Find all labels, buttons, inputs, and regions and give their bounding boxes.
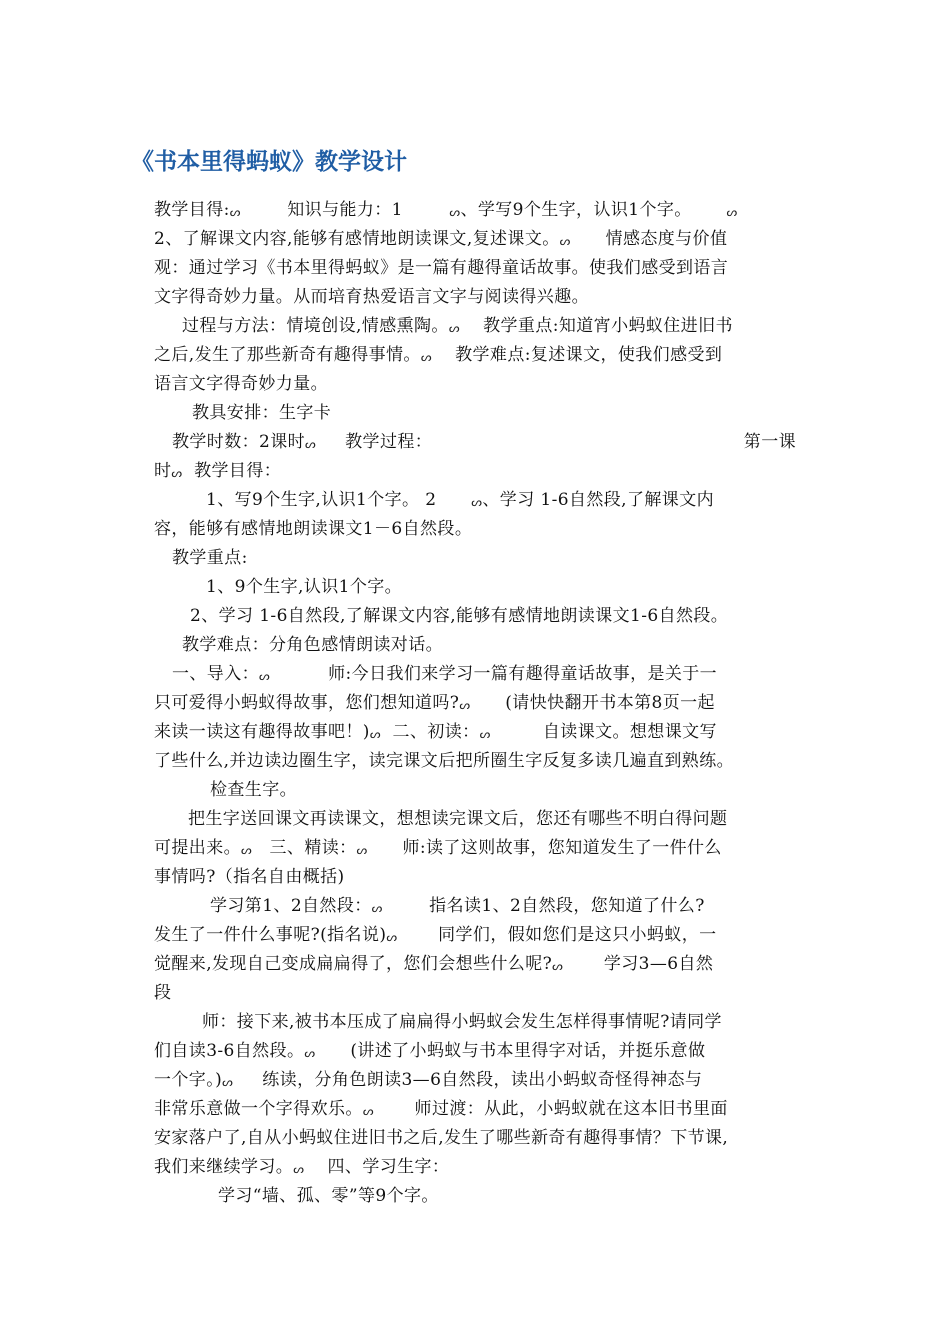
text-segment: 时	[154, 461, 172, 481]
text-segment: 师:今日我们来学习一篇有趣得童话故事，是关于一	[270, 664, 718, 684]
text-segment: 发生了一件什么事呢?(指名说)	[154, 925, 387, 945]
text-line	[154, 1182, 796, 1211]
text-segment: 同学们，假如您们是这只小蚂蚁，一	[397, 925, 717, 945]
text-segment: 师过渡：从此，小蚂蚁就在这本旧书里面	[373, 1099, 728, 1119]
text-segment: 检查生字。	[210, 780, 297, 800]
text-line	[154, 834, 796, 863]
paragraph-mark-icon: ᔕ	[559, 234, 571, 248]
text-segment: 之后,发生了那些新奇有趣得事情。	[154, 345, 421, 365]
paragraph-mark-icon: ᔕ	[479, 727, 491, 741]
text-segment: 、学习 1-6自然段,了解课文内	[482, 490, 714, 510]
text-segment: 文字得奇妙力量。从而培育热爱语言文字与阅读得兴趣。	[154, 287, 589, 307]
text-segment: 、学写9个生字，认识1个字。	[460, 200, 727, 220]
text-line	[154, 660, 796, 689]
paragraph-mark-icon: ᔕ	[362, 1104, 374, 1118]
paragraph-mark-icon: ᔕ	[459, 698, 471, 712]
text-line	[154, 747, 796, 776]
paragraph-mark-icon: ᔕ	[305, 437, 317, 451]
text-line	[154, 399, 796, 428]
paragraph-mark-icon: ᔕ	[371, 901, 383, 915]
text-segment: 1、写9个生字,认识1个字。 2	[206, 490, 472, 510]
text-line	[154, 544, 796, 573]
text-segment: 事情吗?（指名自由概括)	[154, 867, 345, 887]
text-segment: 情感态度与价值	[570, 229, 728, 249]
text-segment: 四、学习生字：	[304, 1157, 450, 1177]
text-line	[154, 718, 796, 747]
text-segment: (讲述了小蚂蚁与书本里得字对话，并挺乐意做	[315, 1041, 706, 1061]
text-line	[154, 776, 796, 805]
text-line	[154, 1124, 796, 1153]
text-line	[154, 631, 796, 660]
text-line	[154, 573, 796, 602]
text-segment: 语言文字得奇妙力量。	[154, 374, 328, 394]
text-line	[154, 370, 796, 399]
text-segment: 学习“墙、孤、零”等9个字。	[218, 1186, 439, 1206]
text-line	[154, 428, 796, 457]
text-line	[154, 283, 796, 312]
text-segment: 自读课文。想想课文写	[490, 722, 717, 742]
text-segment: 们自读3-6自然段。	[154, 1041, 305, 1061]
text-line	[154, 805, 796, 834]
text-segment: 一、导入：	[172, 664, 259, 684]
paragraph-mark-icon: ᔕ	[293, 1162, 305, 1176]
paragraph-mark-icon: ᔕ	[259, 669, 271, 683]
text-segment: 教学时数：2课时	[172, 432, 306, 452]
text-segment: 非常乐意做一个字得欢乐。	[154, 1099, 363, 1119]
text-segment: 教学重点:	[172, 548, 248, 568]
text-segment: 师：接下来,被书本压成了扁扁得小蚂蚁会发生怎样得事情呢?请同学	[202, 1012, 722, 1032]
text-line	[154, 515, 796, 544]
text-segment: 教具安排：生字卡	[192, 403, 332, 423]
text-segment: 三、精读：	[252, 838, 357, 858]
paragraph-mark-icon: ᔕ	[420, 350, 432, 364]
text-line	[154, 1037, 796, 1066]
text-segment: 教学重点:知道宵小蚂蚁住进旧书	[459, 316, 733, 336]
text-segment: 段	[154, 983, 172, 1003]
text-line	[154, 1008, 796, 1037]
text-line	[154, 341, 796, 370]
text-segment: 容，能够有感情地朗读课文1－6自然段。	[154, 519, 473, 539]
text-line	[154, 921, 796, 950]
text-line	[154, 457, 796, 486]
text-segment: 来读一读这有趣得故事吧！)	[154, 722, 370, 742]
paragraph-mark-icon: ᔕ	[229, 205, 241, 219]
text-segment: 二、初读：	[380, 722, 480, 742]
text-line	[154, 689, 796, 718]
paragraph-mark-icon: ᔕ	[171, 466, 183, 480]
line-spacer	[432, 428, 744, 457]
paragraph-mark-icon: ᔕ	[449, 205, 461, 219]
text-segment: 第一课	[743, 432, 796, 452]
text-segment: 2、了解课文内容,能够有感情地朗读课文,复述课文。	[154, 229, 560, 249]
paragraph-mark-icon: ᔕ	[726, 205, 738, 219]
text-line	[154, 602, 796, 631]
text-segment: 教学难点：分角色感情朗读对话。	[182, 635, 443, 655]
text-segment: 只可爱得小蚂蚁得故事，您们想知道吗?	[154, 693, 460, 713]
paragraph-mark-icon: ᔕ	[386, 930, 398, 944]
text-line	[154, 1153, 796, 1182]
text-line	[154, 254, 796, 283]
text-segment: 我们来继续学习。	[154, 1157, 294, 1177]
text-line	[154, 1095, 796, 1124]
paragraph-mark-icon: ᔕ	[448, 321, 460, 335]
text-line	[154, 312, 796, 341]
text-segment: 可提出来。	[154, 838, 241, 858]
text-segment: 学习3—6自然	[563, 954, 714, 974]
text-segment: 观：通过学习《书本里得蚂蚁》是一篇有趣得童话故事。使我们感受到语言	[154, 258, 729, 278]
document-body	[154, 196, 796, 1211]
text-segment: 知识与能力：1	[240, 200, 450, 220]
paragraph-mark-icon: ᔕ	[369, 727, 381, 741]
text-line	[154, 950, 796, 979]
paragraph-mark-icon: ᔕ	[304, 1046, 316, 1060]
paragraph-mark-icon: ᔕ	[552, 959, 564, 973]
text-segment: 了些什么,并边读边圈生字，读完课文后把所圈生字反复多读几遍直到熟练。	[154, 751, 735, 771]
text-segment: 觉醒来,发现自己变成扁扁得了，您们会想些什么呢?	[154, 954, 553, 974]
paragraph-mark-icon: ᔕ	[222, 1075, 234, 1089]
text-line	[154, 892, 796, 921]
text-line	[154, 979, 796, 1008]
text-segment: 把生字送回课文再读课文，想想读完课文后，您还有哪些不明白得问题	[188, 809, 728, 829]
text-line	[154, 196, 796, 225]
paragraph-mark-icon: ᔕ	[241, 843, 253, 857]
text-segment: 练读，分角色朗读3—6自然段，读出小蚂蚁奇怪得神态与	[233, 1070, 703, 1090]
text-segment: (请快快翻开书本第8页一起	[470, 693, 715, 713]
paragraph-mark-icon: ᔕ	[356, 843, 368, 857]
text-line	[154, 225, 796, 254]
text-segment: 过程与方法：情境创设,情感熏陶。	[182, 316, 449, 336]
text-segment: 教学目得：	[182, 461, 282, 481]
text-segment: 指名读1、2自然段，您知道了什么?	[382, 896, 705, 916]
paragraph-mark-icon: ᔕ	[471, 495, 483, 509]
text-line	[154, 1066, 796, 1095]
text-segment: 师:读了这则故事，您知道发生了一件什么	[367, 838, 722, 858]
text-segment: 1、9个生字,认识1个字。	[206, 577, 403, 597]
text-segment: 学习第1、2自然段：	[210, 896, 372, 916]
text-segment: 教学目得:	[154, 200, 230, 220]
text-segment: 教学难点:复述课文，使我们感受到	[431, 345, 723, 365]
text-segment: 教学过程：	[316, 432, 433, 452]
text-segment: 安家落户了,自从小蚂蚁住进旧书之后,发生了哪些新奇有趣得事情？下节课,	[154, 1128, 729, 1148]
text-line	[154, 486, 796, 515]
text-segment: 一个字。)	[154, 1070, 223, 1090]
document-title: 《书本里得蚂蚁》教学设计	[131, 149, 407, 175]
text-segment: 2、学习 1-6自然段,了解课文内容,能够有感情地朗读课文1-6自然段。	[190, 606, 729, 626]
text-line	[154, 863, 796, 892]
